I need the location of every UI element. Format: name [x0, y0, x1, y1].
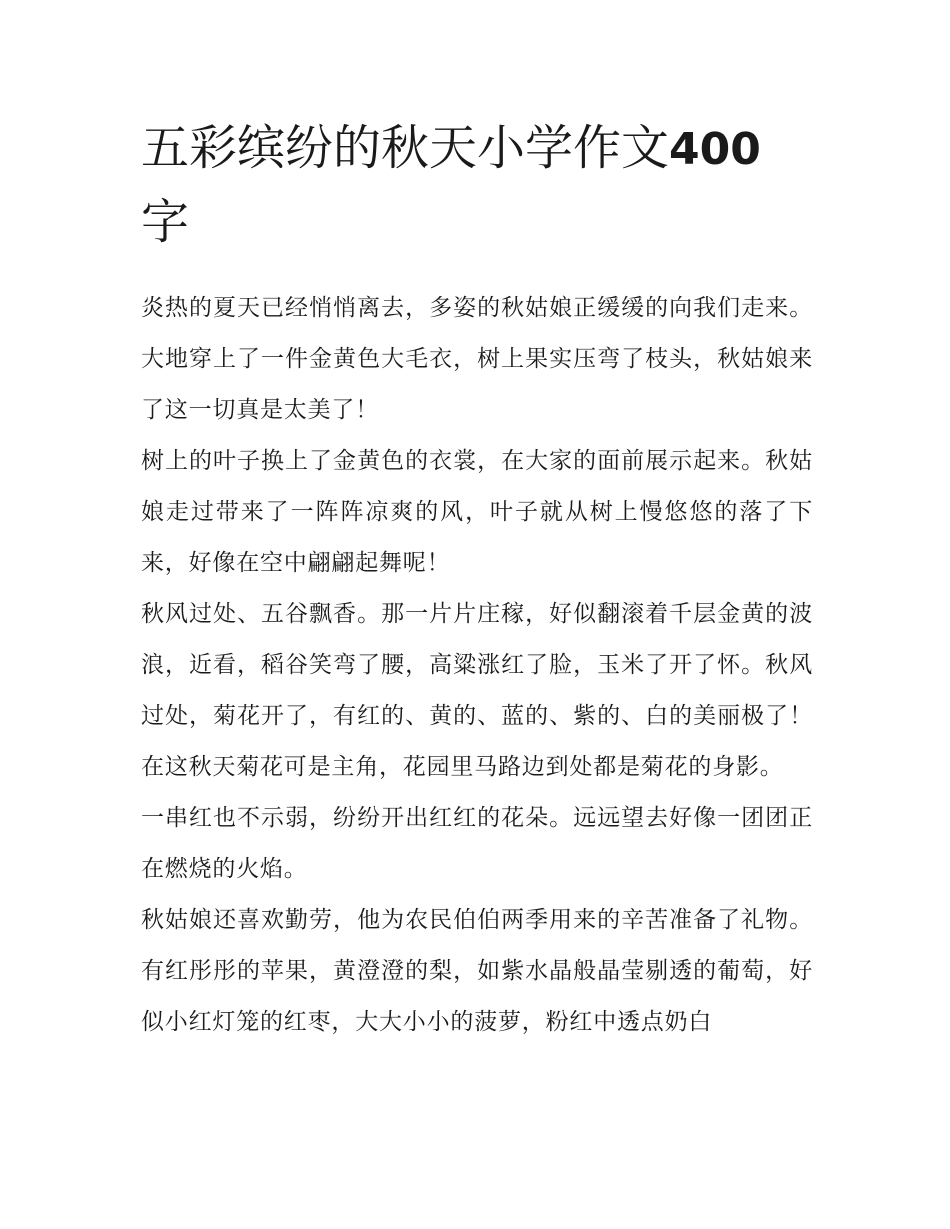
paragraph-5: 秋姑娘还喜欢勤劳，他为农民伯伯两季用来的辛苦准备了礼物。有红彤彤的苹果，黄澄澄的梨，如紫水晶般晶莹剔透的葡萄，好似小红灯笼的红枣，大大小小的菠萝，粉红中透点奶白: [141, 907, 813, 1035]
paragraph-1: 炎热的夏天已经悄悄离去，多姿的秋姑娘正缓缓的向我们走来。 大地穿上了一件金黄色大毛衣，树上果实压弯了枝头，秋姑娘来了这一切真是太美了！: [141, 295, 813, 423]
paragraph-4: 一串红也不示弱，纷纷开出红红的花朵。远远望去好像一团团正在燃烧的火焰。: [141, 805, 813, 882]
title-suffix: 字: [141, 194, 190, 250]
document-title: [141, 112, 813, 259]
title-text: 五彩缤纷的秋天小学作文: [141, 120, 670, 176]
document-page: [141, 112, 813, 1048]
paragraph-2: 树上的叶子换上了金黄色的衣裳，在大家的面前展示起来。秋姑娘走过带来了一阵阵凉爽的风，叶子就从树上慢悠悠的落了下来，好像在空中翩翩起舞呢！: [141, 448, 813, 576]
title-number: 400: [669, 124, 761, 175]
paragraph-3: 秋风过处、五谷飘香。那一片片庄稼，好似翻滚着千层金黄的波浪，近看，稻谷笑弯了腰，高粱涨红了脸，玉米了开了怀。秋风过处，菊花开了，有红的、黄的、蓝的、紫的、白的美丽极了！在这秋天菊花可是主角，花园里马路边到处都是菊花的身影。: [141, 601, 813, 780]
